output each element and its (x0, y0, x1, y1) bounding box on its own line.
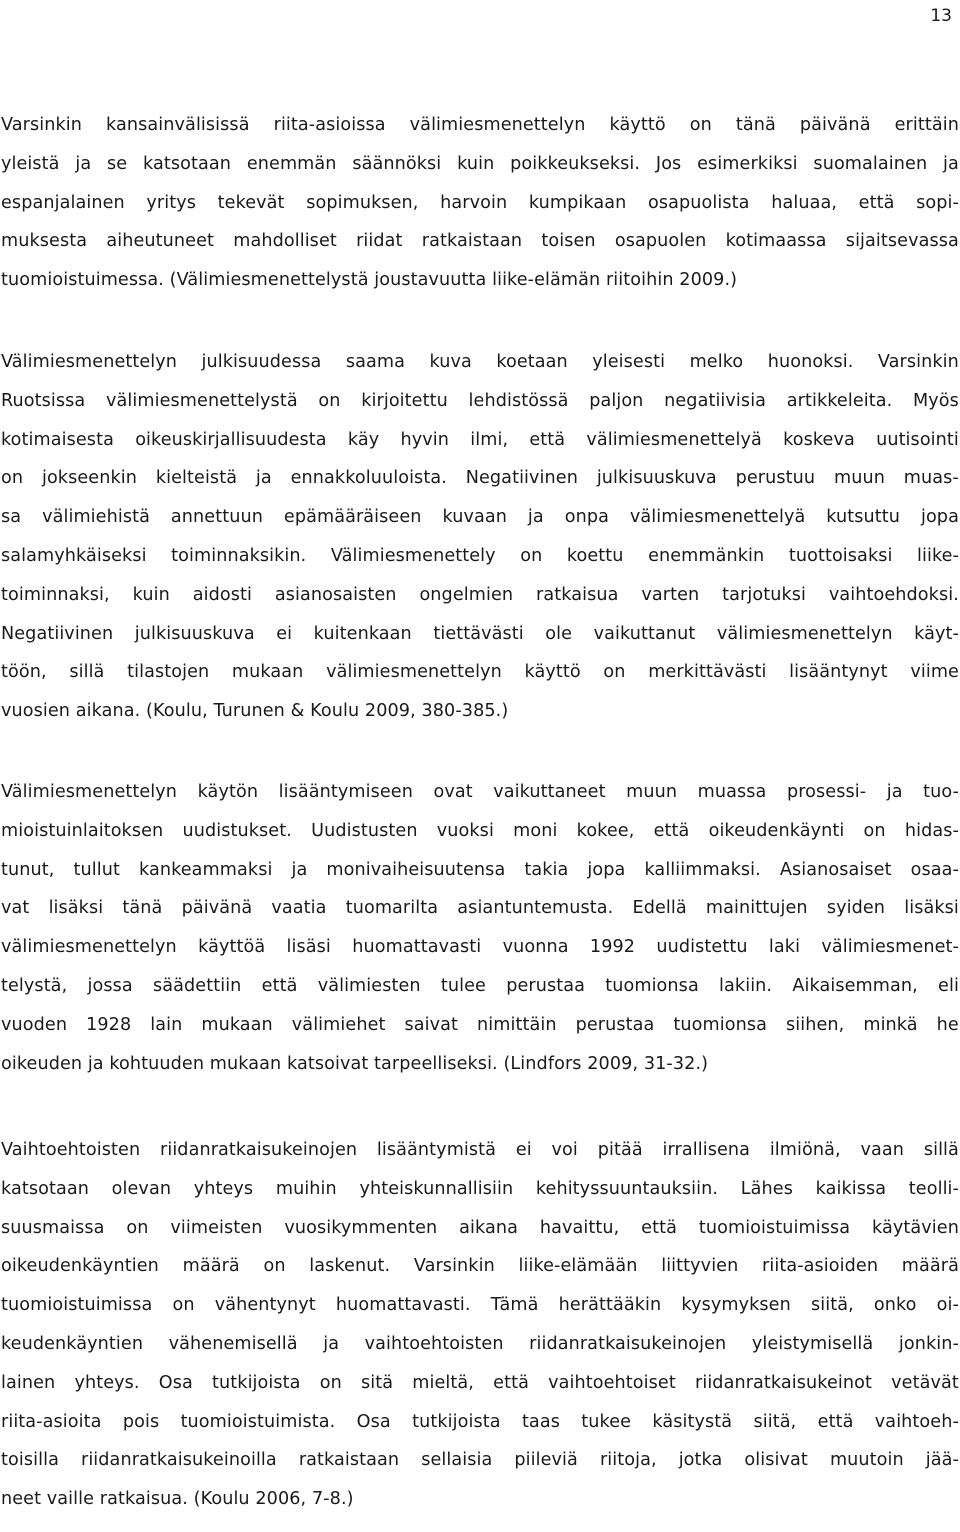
text-line: Välimiesmenettelyn julkisuudessa saama kuva koetaan yleisesti melko huonoksi. Varsinkin (1, 352, 959, 372)
text-line: toiminnaksi, kuin aidosti asianosaisten ongelmien ratkaisua varten tarjotuksi vaihtoehdoksi. (1, 584, 959, 605)
text-line: keudenkäyntien vähenemisellä ja vaihtoehtoisten riidanratkaisukeinojen yleistymisellä jonkin- (1, 1334, 959, 1354)
text-line: vuosien aikana. (Koulu, Turunen & Koulu 2009, 380-385.) (1, 701, 509, 722)
text-line: oikeuden ja kohtuuden mukaan katsoivat tarpeelliseksi. (Lindfors 2009, 31-32.) (1, 1053, 709, 1074)
text-line: sa välimiehistä annettuun epämääräiseen kuvaan ja onpa välimiesmenettelyä kutsuttu jopa (1, 507, 959, 528)
text-line: vat lisäksi tänä päivänä vaatia tuomarilta asiantuntemusta. Edellä mainittujen syiden lisäksi (1, 898, 959, 919)
text-line: välimiesmenettelyn käyttöä lisäsi huomattavasti vuonna 1992 uudistettu laki välimiesmenet- (1, 937, 959, 958)
text-line: suusmaissa on viimeisten vuosikymmenten aikana havaittu, että tuomioistuimissa käytävien (1, 1217, 959, 1238)
text-line: Negatiivinen julkisuuskuva ei kuitenkaan tiettävästi ole vaikuttanut välimiesmenettelyn käyt- (1, 623, 959, 644)
text-line: oikeudenkäyntien määrä on laskenut. Varsinkin liike-elämään liittyvien riita-asioiden määrä (1, 1256, 959, 1277)
text-line: Ruotsissa välimiesmenettelystä on kirjoitettu lehdistössä paljon negatiivisia artikkeleita. Myös (1, 390, 959, 411)
text-line: Varsinkin kansainvälisissä riita-asioissa välimiesmenettelyn käyttö on tänä päivänä erittäin (1, 115, 959, 135)
page-number: 13 (930, 6, 952, 26)
text-line: tunut, tullut kankeammaksi ja monivaiheisuutensa takia jopa kalliimmaksi. Asianosaiset osaa- (1, 859, 959, 880)
text-line: neet vaille ratkaisua. (Koulu 2006, 7-8.) (1, 1489, 354, 1510)
text-line: toisilla riidanratkaisukeinoilla ratkaistaan sellaisia piileviä riitoja, jotka olisivat muutoin jää- (1, 1450, 959, 1471)
text-line: espanjalainen yritys tekevät sopimuksen, harvoin kumpikaan osapuolista haluaa, että sopi- (1, 192, 959, 213)
text-line: riita-asioita pois tuomioistuimista. Osa tutkijoista taas tukee käsitystä siitä, että vaihtoeh- (1, 1411, 959, 1432)
text-line: Vaihtoehtoisten riidanratkaisukeinojen lisääntymistä ei voi pitää irrallisena ilmiönä, vaan sillä (1, 1140, 959, 1160)
text-line: on jokseenkin kielteistä ja ennakkoluuloista. Negatiivinen julkisuuskuva perustuu muun muas- (1, 468, 959, 489)
text-line: vuoden 1928 lain mukaan välimiehet saivat nimittäin perustaa tuomionsa siihen, minkä he (1, 1014, 959, 1035)
text-line: Välimiesmenettelyn käytön lisääntymiseen ovat vaikuttaneet muun muassa prosessi- ja tuo- (1, 782, 959, 802)
text-line: muksesta aiheutuneet mahdolliset riidat ratkaistaan toisen osapuolen kotimaassa sijaitsevassa (1, 231, 959, 252)
text-line: yleistä ja se katsotaan enemmän säännöksi kuin poikkeukseksi. Jos esimerkiksi suomalainen ja (1, 153, 959, 174)
text-line: salamyhkäiseksi toiminnaksikin. Välimiesmenettely on koettu enemmänkin tuottoisaksi liike- (1, 546, 959, 566)
text-line: lainen yhteys. Osa tutkijoista on sitä mieltä, että vaihtoehtoiset riidanratkaisukeinot vetävät (1, 1372, 959, 1393)
text-line: katsotaan olevan yhteys muihin yhteiskunnallisiin kehityssuuntauksiin. Lähes kaikissa teolli- (1, 1178, 959, 1199)
text-line: töön, sillä tilastojen mukaan välimiesmenettelyn käyttö on merkittävästi lisääntynyt viime (1, 662, 959, 683)
text-line: kotimaisesta oikeuskirjallisuudesta käy hyvin ilmi, että välimiesmenettelyä koskeva uutisointi (1, 429, 959, 450)
text-line: mioistuinlaitoksen uudistukset. Uudistusten vuoksi moni kokee, että oikeudenkäynti on hidas- (1, 820, 959, 841)
text-line: telystä, jossa säädettiin että välimiesten tulee perustaa tuomionsa lakiin. Aikaisemman, eli (1, 976, 959, 996)
text-line: tuomioistuimissa on vähentynyt huomattavasti. Tämä herättääkin kysymyksen siitä, onko oi- (1, 1295, 959, 1316)
text-line: tuomioistuimessa. (Välimiesmenettelystä joustavuutta liike-elämän riitoihin 2009.) (1, 270, 738, 291)
